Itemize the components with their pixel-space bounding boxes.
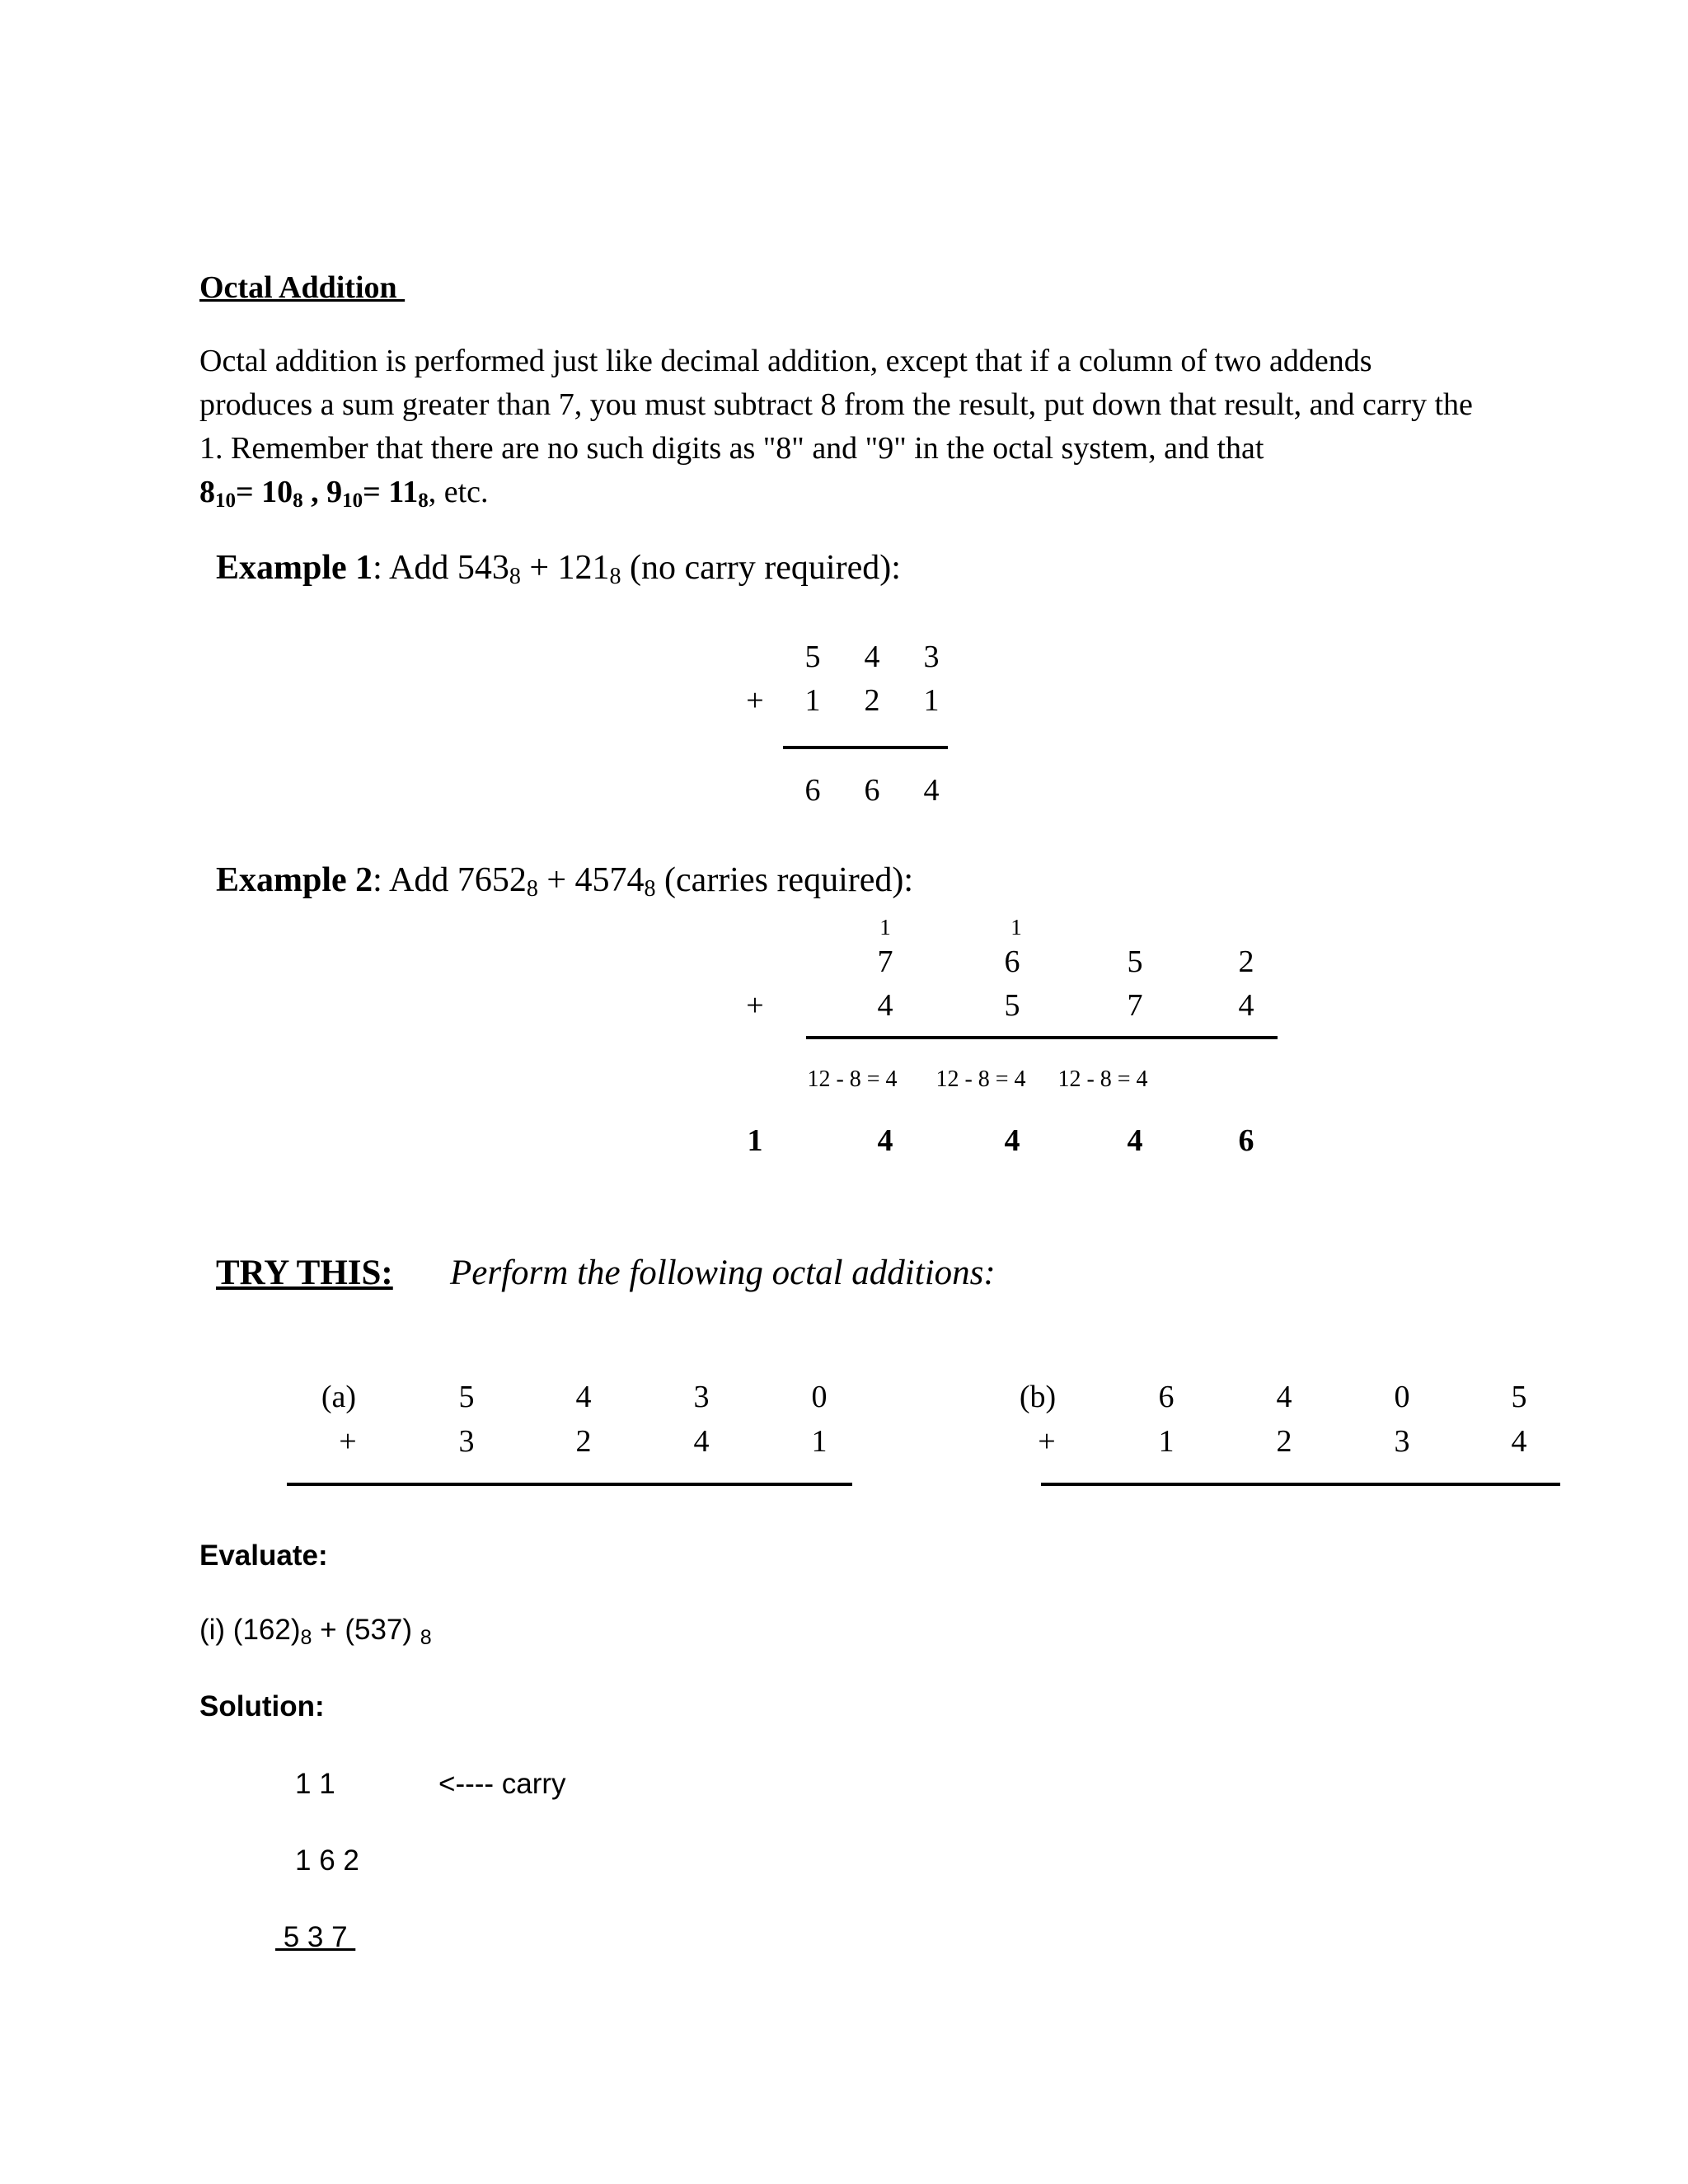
example1-result-digit: 6: [864, 773, 880, 808]
intro-equations: $8_{10}= 10_8$ , $9_{10}= 11_8$, etc.: [199, 475, 489, 512]
problem-b-row2-digit: 3: [1394, 1424, 1410, 1459]
example2-row1-digit: 5: [1127, 944, 1143, 979]
example1-result-digit: 6: [804, 773, 821, 808]
example1-row1-digit: 4: [864, 640, 880, 674]
example2-column-calculation: 12 - 8 = 4: [1057, 1066, 1148, 1092]
example2-title: Example 2: Add $7652_8 + 4574_8$ (carries required):: [216, 861, 914, 902]
problem-a-label: (a): [321, 1380, 357, 1414]
example2-carry-digit: 1: [1010, 915, 1022, 940]
problem-b-row1-digit: 6: [1158, 1380, 1175, 1414]
example1-title: Example 1: Add $543_8 + 121_8$ (no carry required):: [216, 549, 901, 589]
problem-a-row2-digit: 2: [575, 1424, 592, 1459]
example2-row2-digit: 4: [1238, 988, 1254, 1023]
example1-result-digit: 4: [923, 773, 940, 808]
problem-a-row1-digit: 3: [693, 1380, 710, 1414]
example2-row1-digit: 6: [1004, 944, 1020, 979]
problem-b-sum-rule: [1041, 1483, 1560, 1486]
example1-plus-sign: +: [746, 683, 764, 718]
problem-b-row2-digit: 2: [1276, 1424, 1292, 1459]
solution-addend-2: 5 3 7: [275, 1921, 356, 1953]
example2-result-digit: 4: [1004, 1123, 1020, 1158]
problem-b-row2-digit: 4: [1511, 1424, 1527, 1459]
solution-addend-1: 1 6 2: [295, 1844, 359, 1877]
solution-label: Solution:: [199, 1690, 325, 1722]
solution-carry-note: <---- carry: [438, 1768, 566, 1800]
example1-row2-digit: 1: [923, 683, 940, 718]
intro-text: Octal addition is performed just like decimal addition, except that if a column of two addends produces a sum greater than 7, you must subtract 8 from the result, put down that result, and carry the 1. Remember that there are no such digits as "8" and "9" in the octal system, and that: [199, 344, 1473, 466]
problem-a-row1-digit: 5: [458, 1380, 475, 1414]
example2-result-digit: 4: [1127, 1123, 1143, 1158]
example2-column-calculation: 12 - 8 = 4: [935, 1066, 1026, 1092]
example1-row1-digit: 3: [923, 640, 940, 674]
try-this-instructions: Perform the following octal additions:: [450, 1254, 996, 1292]
problem-a-row2-digit: 1: [811, 1424, 828, 1459]
example2-sum-rule: [806, 1036, 1278, 1039]
example2-column-calculation: 12 - 8 = 4: [807, 1066, 898, 1092]
page-title: Octal Addition: [199, 270, 406, 305]
problem-b-row1-digit: 4: [1276, 1380, 1292, 1414]
problem-a-sum-rule: [287, 1483, 852, 1486]
try-this-label: TRY THIS:: [216, 1254, 393, 1292]
evaluate-problem: (i) $(162)_8 + (537)$ $_8$: [199, 1614, 432, 1649]
example2-row1-digit: 7: [877, 944, 893, 979]
example2-result-digit: 4: [877, 1123, 893, 1158]
problem-a-row2-digit: 4: [693, 1424, 710, 1459]
problem-a-plus-sign: +: [339, 1424, 357, 1459]
example1-row1-digit: 5: [804, 640, 821, 674]
example2-row2-digit: 5: [1004, 988, 1020, 1023]
intro-paragraph: [199, 340, 1485, 514]
example2-plus-sign: +: [746, 988, 764, 1023]
problem-b-row2-digit: 1: [1158, 1424, 1175, 1459]
problem-b-plus-sign: +: [1038, 1424, 1056, 1459]
example1-row2-digit: 2: [864, 683, 880, 718]
problem-a-row1-digit: 4: [575, 1380, 592, 1414]
problem-b-label: (b): [1019, 1380, 1057, 1414]
example2-row2-digit: 7: [1127, 988, 1143, 1023]
evaluate-label: Evaluate:: [199, 1540, 328, 1572]
problem-a-row2-digit: 3: [458, 1424, 475, 1459]
problem-b-row1-digit: 5: [1511, 1380, 1527, 1414]
solution-carry-digits: 1 1: [295, 1768, 335, 1800]
problem-a-row1-digit: 0: [811, 1380, 828, 1414]
example1-row2-digit: 1: [804, 683, 821, 718]
example2-row1-digit: 2: [1238, 944, 1254, 979]
example2-row2-digit: 4: [877, 988, 893, 1023]
example1-sum-rule: [783, 746, 948, 749]
problem-b-row1-digit: 0: [1394, 1380, 1410, 1414]
example2-result-digit: 1: [747, 1123, 763, 1158]
example2-carry-digit: 1: [879, 915, 891, 940]
example2-result-digit: 6: [1238, 1123, 1254, 1158]
